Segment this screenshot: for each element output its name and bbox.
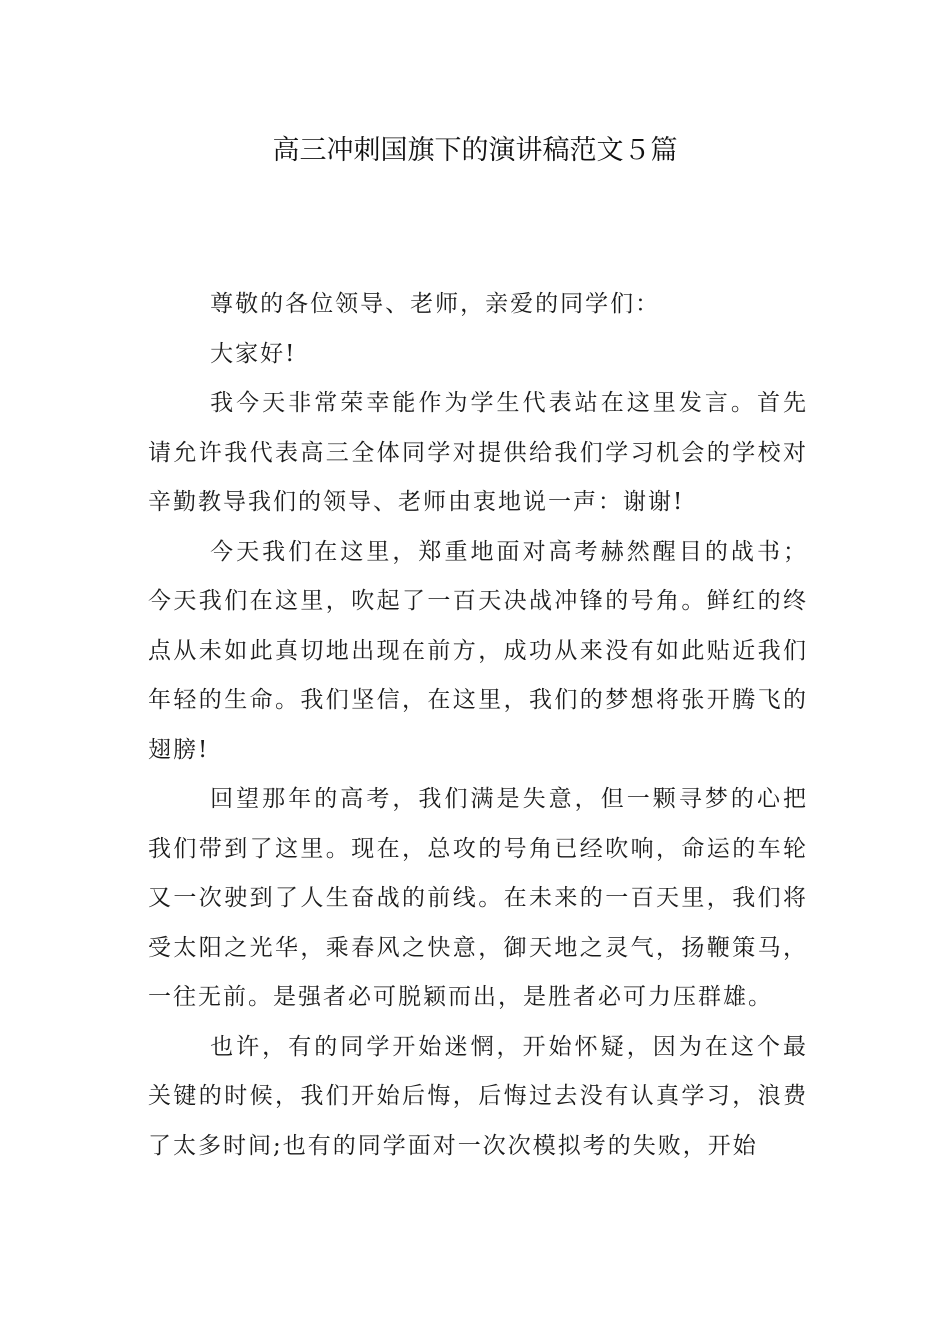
paragraph-salutation: 尊敬的各位领导、老师，亲爱的同学们： — [210, 291, 661, 317]
paragraph: 回望那年的高考，我们满是失意，但一颗寻梦的心把我们带到了这里。现在，总攻的号角已经吹响，命运的车轮又一次驶到了人生奋战的前线。在未来的一百天里，我们将受太阳之光华，乘春风之快意，御天地之灵气，扬鞭策马，一往无前。是强者必可脱颖而出，是胜者必可力压群雄。 — [148, 786, 808, 1010]
paragraph: 也许，有的同学开始迷惘，开始怀疑，因为在这个最关键的时候，我们开始后悔，后悔过去没有认真学习，浪费了太多时间;也有的同学面对一次次模拟考的失败，开始 — [148, 1033, 808, 1159]
paragraph-greeting: 大家好! — [210, 340, 297, 367]
paragraph: 今天我们在这里，郑重地面对高考赫然醒目的战书；今天我们在这里，吹起了一百天决战冲锋的号角。鲜红的终点从未如此真切地出现在前方，成功从来没有如此贴近我们年轻的生命。我们坚信，在这里，我们的梦想将张开腾飞的翅膀! — [148, 538, 808, 763]
document-title: 高三冲刺国旗下的演讲稿范文５篇 — [272, 135, 678, 166]
document-body — [148, 280, 808, 1171]
paragraph: 我今天非常荣幸能作为学生代表站在这里发言。首先请允许我代表高三全体同学对提供给我们学习机会的学校对辛勤教导我们的领导、老师由衷地说一声：谢谢! — [148, 390, 808, 515]
